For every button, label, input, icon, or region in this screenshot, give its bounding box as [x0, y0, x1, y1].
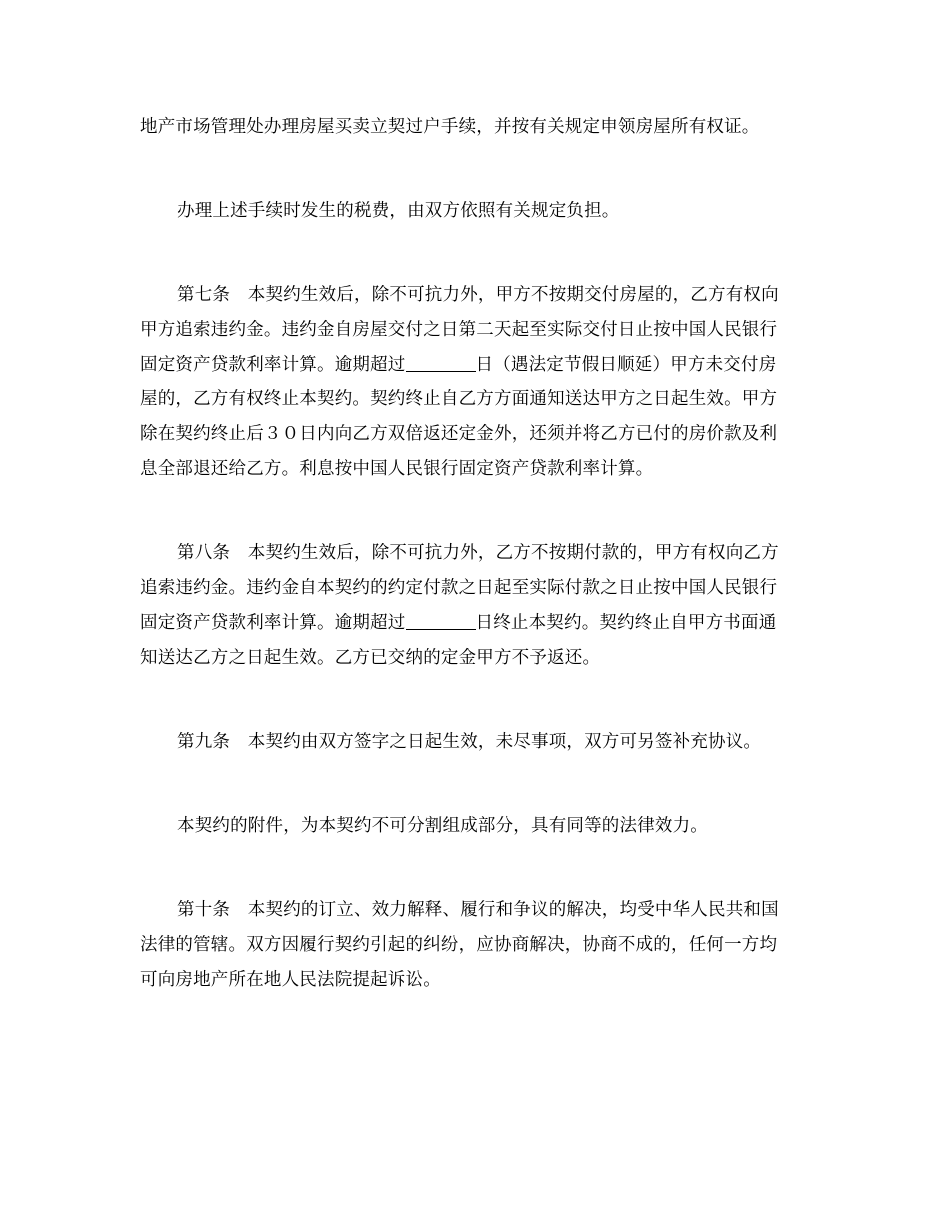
article-8-line: [140, 611, 820, 635]
line-text: 日（遇法定节假日顺延）甲方未交付房: [475, 355, 777, 375]
article-10-line: 可向房地产所在地人民法院提起诉讼。: [140, 970, 441, 990]
article-9-line: 第九条 本契约由双方签字之日起生效，未尽事项，双方可另签补充协议。: [177, 732, 762, 752]
article-8-line: 知送达乙方之日起生效。乙方已交纳的定金甲方不予返还。: [140, 648, 601, 668]
line-text: 固定资产贷款利率计算。逾期超过: [140, 355, 406, 375]
article-7-line: 屋的，乙方有权终止本契约。契约终止自乙方方面通知送达甲方之日起生效。甲方: [140, 389, 778, 409]
fill-in-blank[interactable]: [406, 611, 476, 630]
line-text: 固定资产贷款利率计算。逾期超过: [140, 613, 406, 633]
article-10-line: 法律的管辖。双方因履行契约引起的纠纷，应协商解决，协商不成的，任何一方均: [140, 935, 778, 955]
line-text: 日终止本契约。契约终止自甲方书面通: [475, 613, 777, 633]
article-7-line: 甲方追索违约金。违约金自房屋交付之日第二天起至实际交付日止按中国人民银行: [140, 320, 778, 340]
paragraph-line: 办理上述手续时发生的税费，由双方依照有关规定负担。: [177, 201, 620, 221]
paragraph-line: 本契约的附件，为本契约不可分割组成部分，具有同等的法律效力。: [177, 816, 708, 836]
article-8-line: 追索违约金。违约金自本契约的约定付款之日起至实际付款之日止按中国人民银行: [140, 578, 778, 598]
article-8-line: 第八条 本契约生效后，除不可抗力外，乙方不按期付款的，甲方有权向乙方: [177, 543, 779, 563]
fill-in-blank[interactable]: [406, 353, 476, 372]
paragraph-line: 地产市场管理处办理房屋买卖立契过户手续，并按有关规定申领房屋所有权证。: [140, 117, 760, 137]
article-7-line: 第七条 本契约生效后，除不可抗力外，甲方不按期交付房屋的，乙方有权向: [177, 285, 779, 305]
article-10-line: 第十条 本契约的订立、效力解释、履行和争议的解决，均受中华人民共和国: [177, 900, 779, 920]
article-7-line: 息全部退还给乙方。利息按中国人民银行固定资产贷款利率计算。: [140, 459, 654, 479]
article-7-line: 除在契约终止后３０日内向乙方双倍返还定金外，还须并将乙方已付的房价款及利: [140, 424, 778, 444]
article-7-line: [140, 353, 820, 377]
